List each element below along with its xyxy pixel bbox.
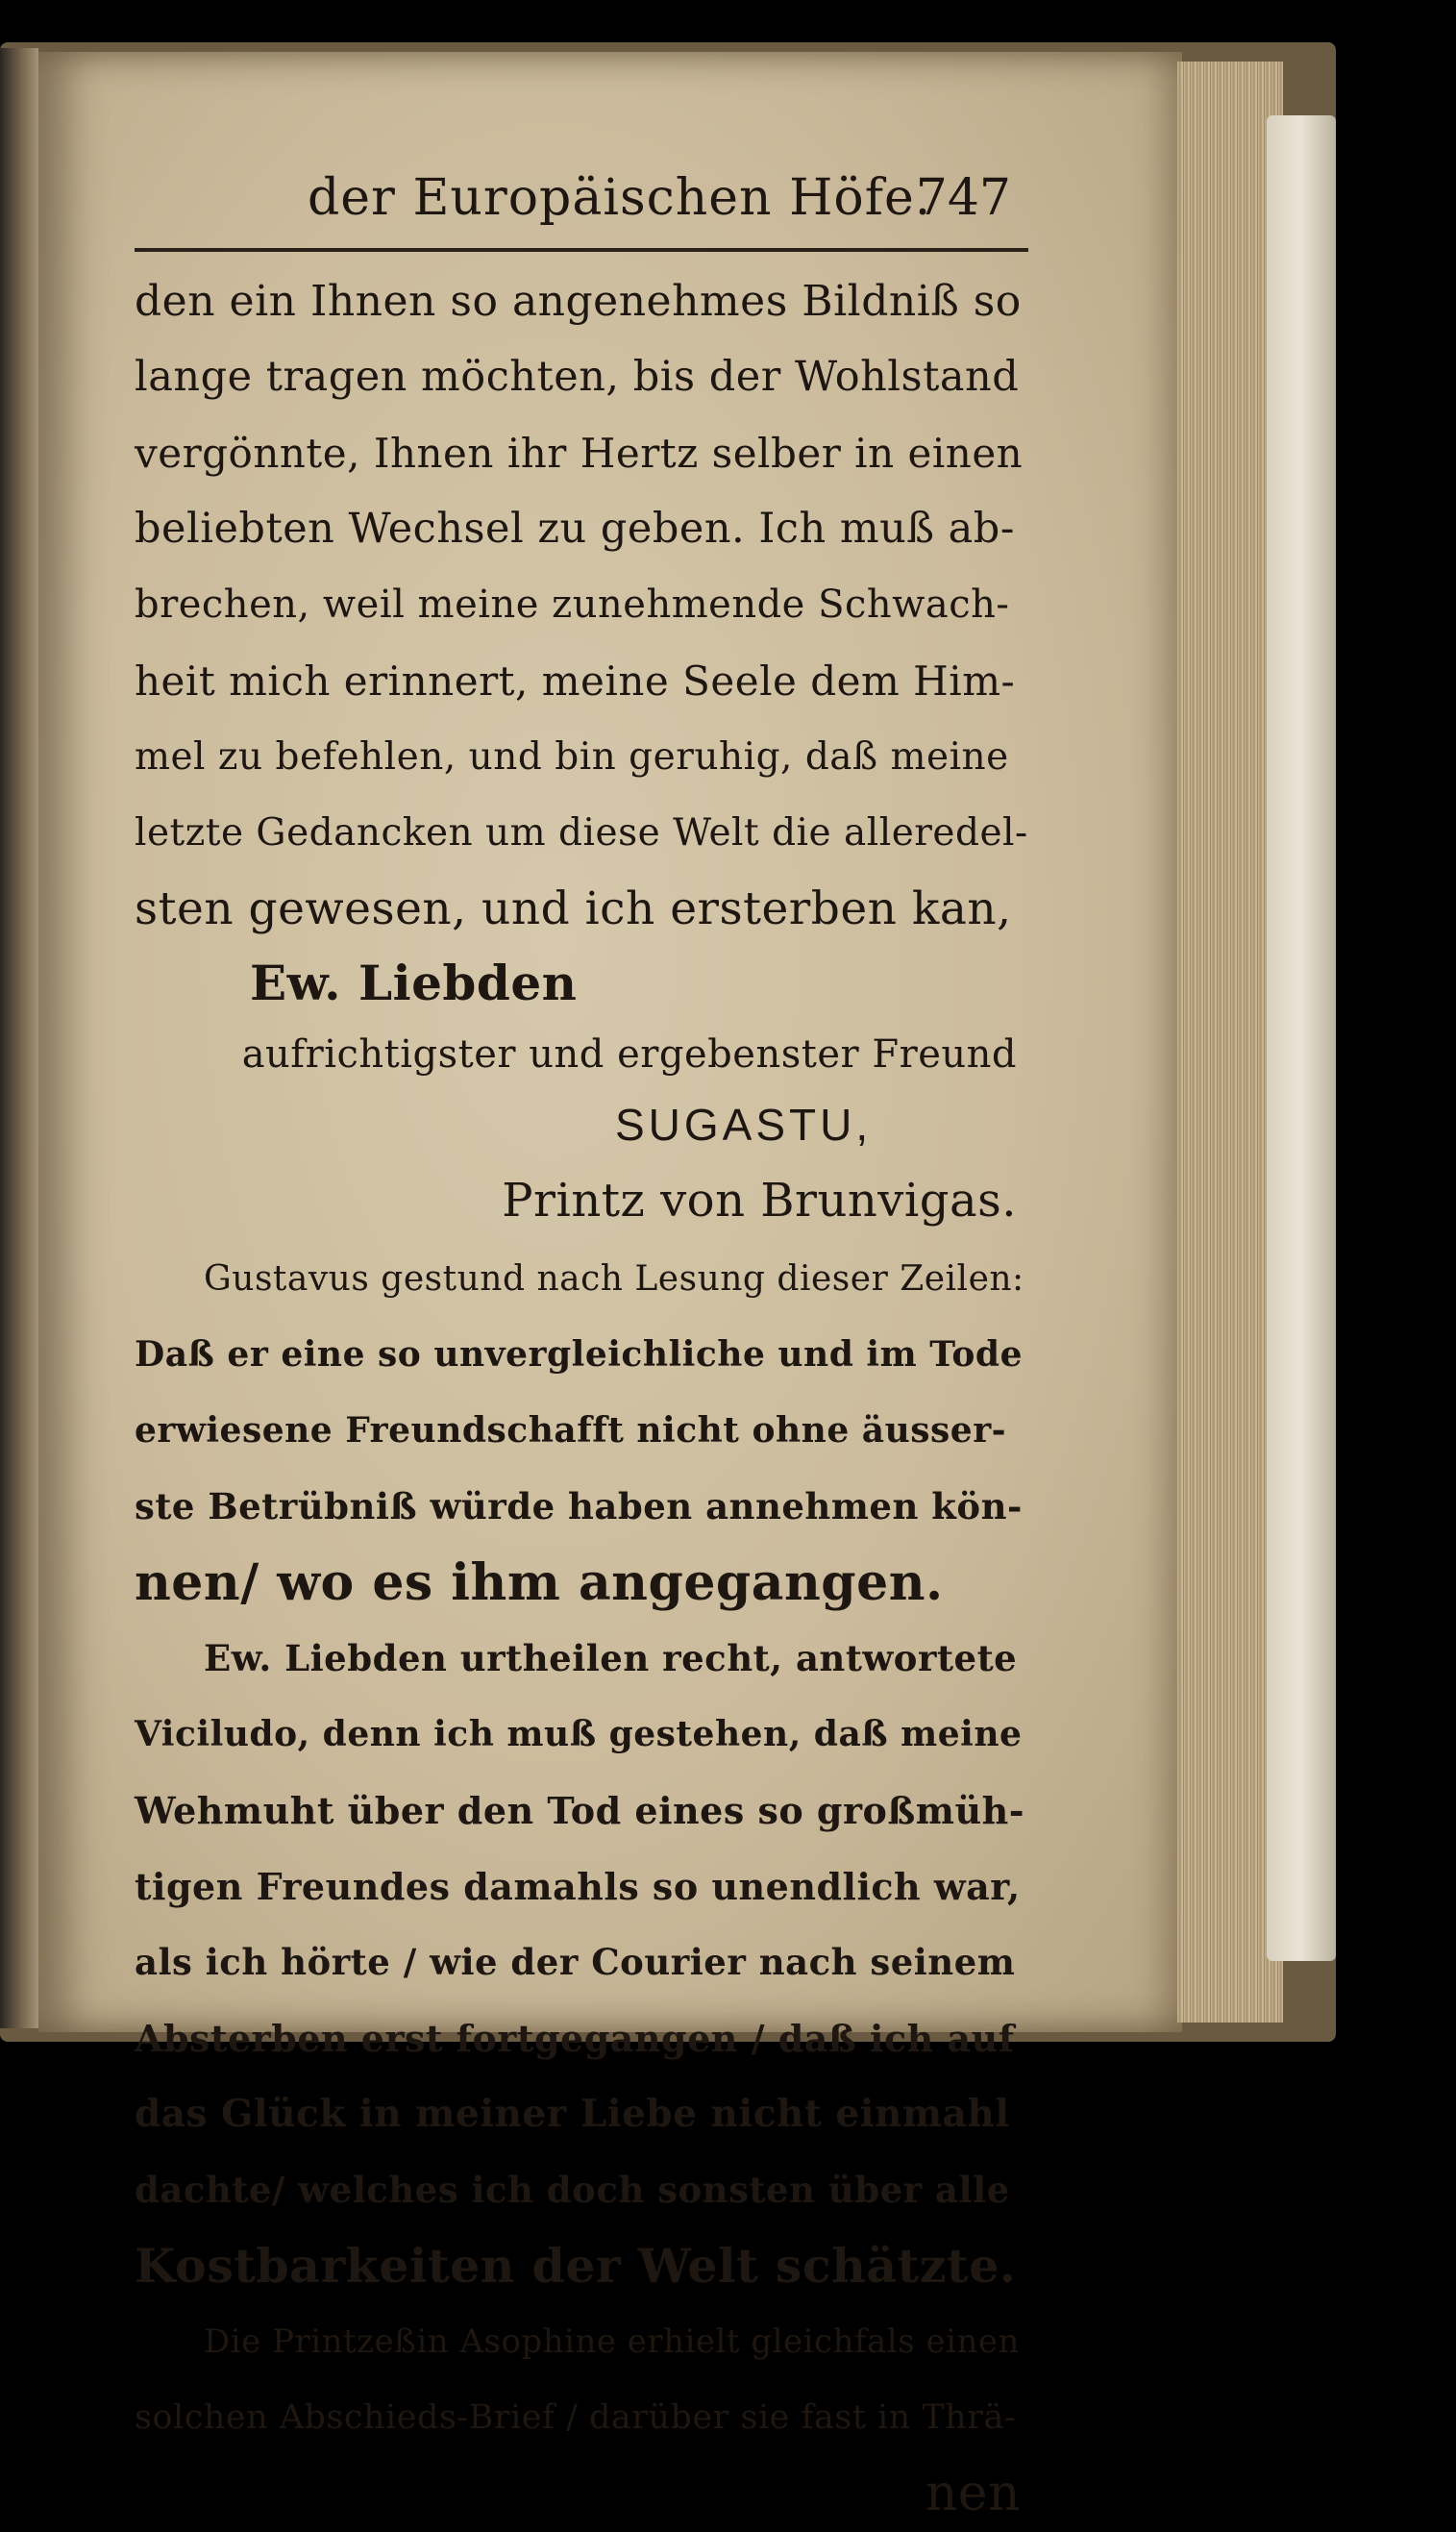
text-line: erwiesene Freundschafft nicht ohne äusser-	[135, 1410, 1007, 1451]
page-number: 747	[915, 169, 1011, 227]
text-line: Absterben erst fortgegangen / daß ich auf	[135, 2017, 1015, 2060]
text-line: nen/ wo es ihm angegangen.	[135, 1553, 944, 1612]
text-line: beliebten Wechsel zu geben. Ich muß ab-	[135, 505, 1015, 553]
text-line: heit mich erinnert, meine Seele dem Him-	[135, 658, 1016, 705]
paragraph-viciludo	[135, 1621, 1028, 2304]
text-line: dachte/ welches ich doch sonsten über alle	[135, 2169, 1010, 2211]
page-header	[135, 152, 1028, 252]
text-line: Wehmuht über den Tod eines so großmüh-	[135, 1789, 1024, 1832]
text-line: lange tragen möchten, bis der Wohlstand	[135, 353, 1020, 401]
letter-signer: SUGASTU,	[615, 1100, 873, 1150]
text-line: sten gewesen, und ich ersterben kan,	[135, 882, 1012, 935]
page-text	[135, 152, 1028, 2532]
text-line: mel zu befehlen, und bin geruhig, daß meine	[135, 735, 1009, 779]
text-line: brechen, weil meine zunehmende Schwach-	[135, 583, 1010, 627]
text-line: Ew. Liebden urtheilen recht, antwortete	[204, 1637, 1018, 1679]
text-line: vergönnte, Ihnen ihr Hertz selber in einen	[135, 430, 1024, 477]
catchword: nen	[925, 2465, 1021, 2522]
letter-salutation: Ew. Liebden	[250, 955, 578, 1011]
text-line: als ich hörte / wie der Courier nach seinem	[135, 1941, 1016, 1983]
text-line: das Glück in meiner Liebe nicht einmahl	[135, 2092, 1010, 2136]
letter-body	[135, 263, 1028, 947]
text-line: Kostbarkeiten der Welt schätzte.	[135, 2238, 1017, 2294]
text-line: letzte Gedancken um diese Welt die alleredel-	[135, 811, 1028, 855]
paragraph-asophine	[135, 2304, 1028, 2456]
text-line: Viciludo, denn ich muß gestehen, daß meine	[135, 1714, 1023, 1754]
paragraph-gustavus	[135, 1241, 1028, 1621]
running-head: der Europäischen Höfe.	[308, 169, 932, 227]
text-line: den ein Ihnen so angenehmes Bildniß so	[135, 277, 1022, 326]
text-line: ste Betrübniß würde haben annehmen kön-	[135, 1485, 1023, 1527]
text-line: solchen Abschieds-Brief / darüber sie fast in Thrä-	[135, 2398, 1017, 2437]
signer-title: Printz von Brunvigas.	[502, 1174, 1017, 1228]
book-spine	[1267, 115, 1336, 1961]
letter-closing: aufrichtigster und ergebenster Freund	[241, 1032, 1017, 1077]
text-line: Daß er eine so unvergleichliche und im Tode	[135, 1334, 1023, 1375]
text-line: tigen Freundes damahls so unendlich war,	[135, 1865, 1021, 1908]
text-line: Die Printzeßin Asophine erhielt gleichfals einen	[204, 2322, 1020, 2361]
facing-page-edge	[0, 48, 38, 2028]
text-line: Gustavus gestund nach Lesung dieser Zeilen:	[204, 1259, 1024, 1299]
